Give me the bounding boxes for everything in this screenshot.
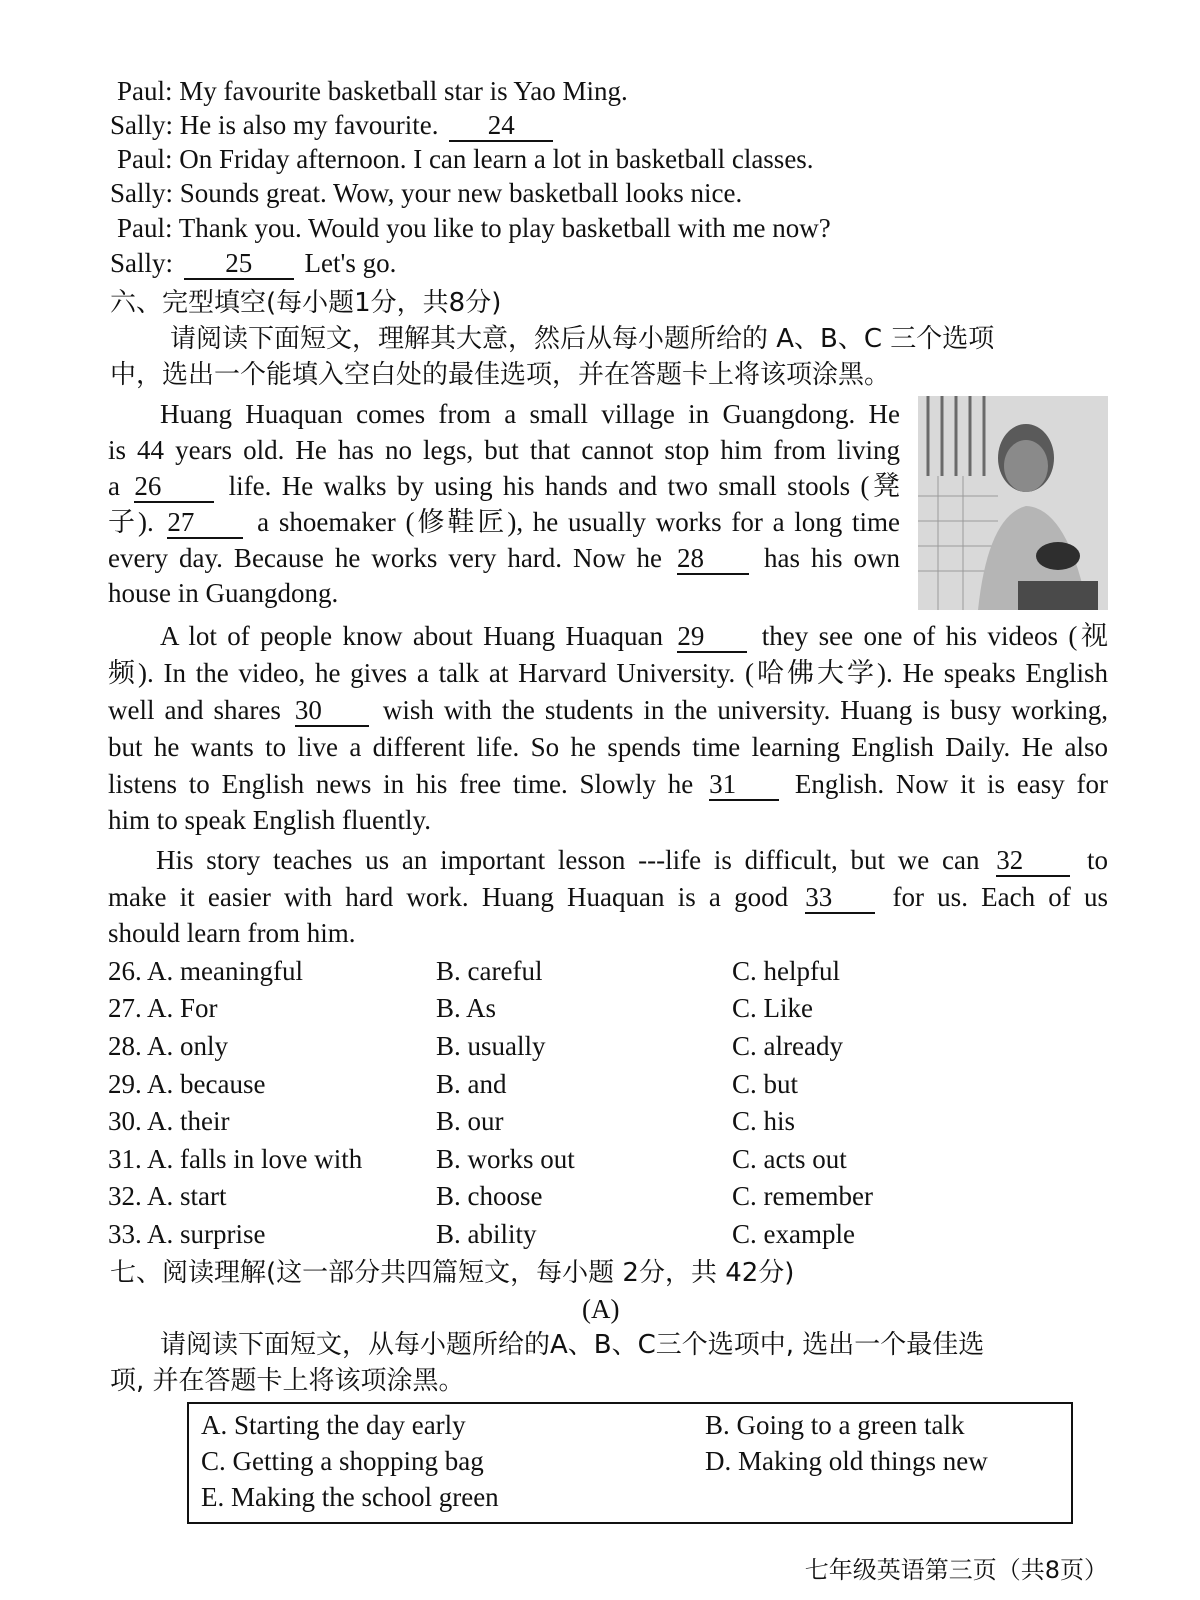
dialogue-text: Sounds great. Wow, your new basketball looks nice.: [179, 178, 743, 208]
option-28-b: B. usually: [436, 1031, 546, 1061]
option-32-a: 32. A. start: [108, 1181, 227, 1211]
passage-text: 频). In the video, he gives a talk at Harvard University. (哈佛大学). He speaks English: [108, 658, 1108, 688]
option-31-a: 31. A. falls in love with: [108, 1144, 363, 1174]
section-7-instruction-2: 项, 并在答题卡上将该项涂黑。: [110, 1366, 465, 1396]
option-26-c: C. helpful: [732, 956, 840, 986]
passage-p1-line-3: [108, 468, 900, 504]
answer-blank-30: 30: [295, 695, 369, 727]
speaker: Paul:: [117, 76, 173, 106]
choice-d: D. Making old things new: [705, 1446, 988, 1476]
dialogue-text: He is also my favourite.: [179, 110, 439, 140]
passage-text: listens to English news in his free time. Slowly he: [108, 769, 694, 799]
option-33-a: 33. A. surprise: [108, 1219, 266, 1249]
option-28-a: 28. A. only: [108, 1031, 229, 1061]
dialogue-line-2: [110, 108, 557, 142]
passage-p1-line-5: [108, 540, 900, 576]
passage-text: well and shares: [108, 695, 281, 725]
photo-huang-huaquan: [918, 396, 1108, 610]
passage-text: a shoemaker (修鞋匠), he usually works for a long time: [257, 507, 900, 537]
passage-p1-line-1: [160, 396, 900, 432]
passage-text: for us. Each of us: [892, 882, 1108, 912]
page-footer: 七年级英语第三页（共8页）: [804, 1556, 1108, 1584]
passage-p1-line-2: [108, 432, 900, 468]
dialogue-text: On Friday afternoon. I can learn a lot in basketball classes.: [179, 144, 814, 174]
passage-text: A lot of people know about Huang Huaquan: [160, 621, 663, 651]
option-27-c: C. Like: [732, 993, 813, 1023]
dialogue-line-1: [117, 74, 628, 108]
answer-blank-27: 27: [167, 507, 243, 539]
passage-text: a: [108, 471, 120, 501]
option-28-c: C. already: [732, 1031, 843, 1061]
option-32-b: B. choose: [436, 1181, 543, 1211]
choice-a: A. Starting the day early: [201, 1410, 466, 1440]
dialogue-text: Thank you. Would you like to play basketball with me now?: [178, 213, 831, 243]
portrait-image: [918, 396, 1108, 610]
passage-text: Huang Huaquan comes from a small village in Guangdong. He: [160, 399, 900, 429]
dialogue-line-3: [117, 142, 814, 176]
answer-blank-32: 32: [996, 845, 1070, 877]
answer-blank-26: 26: [134, 471, 214, 503]
section-7-heading: 七、阅读理解(这一部分共四篇短文，每小题 2分，共 42分): [110, 1258, 795, 1288]
passage-p2-line-4: [108, 729, 1108, 765]
passage-text: make it easier with hard work. Huang Huaquan is a good: [108, 882, 789, 912]
passage-text: His story teaches us an important lesson ---life is difficult, but we can: [156, 845, 980, 875]
answer-blank-28: 28: [677, 543, 749, 575]
choices-box: [187, 1402, 1073, 1524]
answer-blank-33: 33: [805, 882, 875, 914]
section-6-heading: 六、完型填空(每小题1分，共8分): [110, 288, 502, 318]
passage-text: is 44 years old. He has no legs, but that cannot stop him from living: [108, 435, 900, 465]
option-29-c: C. but: [732, 1069, 799, 1099]
section-7-instruction-1: 请阅读下面短文，从每小题所给的A、B、C三个选项中, 选出一个最佳选: [160, 1330, 985, 1360]
passage-p1-line-4: [108, 504, 900, 540]
passage-p2-line-2: [108, 655, 1108, 691]
passage-p3-line-1: [156, 842, 1108, 878]
speaker: Sally:: [110, 248, 174, 278]
choice-e: E. Making the school green: [201, 1482, 499, 1512]
speaker: Sally:: [110, 110, 174, 140]
choice-b: B. Going to a green talk: [705, 1410, 965, 1440]
option-27-a: 27. A. For: [108, 993, 218, 1023]
option-30-a: 30. A. their: [108, 1106, 230, 1136]
option-26-a: 26. A. meaningful: [108, 956, 303, 986]
option-31-b: B. works out: [436, 1144, 575, 1174]
passage-p2-line-6: him to speak English fluently.: [108, 805, 431, 835]
option-29-b: B. and: [436, 1069, 507, 1099]
passage-p2-line-1: [160, 618, 1108, 654]
passage-text: has his own: [764, 543, 901, 573]
option-29-a: 29. A. because: [108, 1069, 266, 1099]
speaker: Sally:: [110, 178, 174, 208]
option-30-c: C. his: [732, 1106, 796, 1136]
answer-blank-25: 25: [184, 248, 294, 280]
passage-p2-line-3: [108, 692, 1108, 728]
passage-text: every day. Because he works very hard. Now he: [108, 543, 663, 573]
passage-text: wish with the students in the university. Huang is busy working,: [382, 695, 1109, 725]
passage-text: but he wants to live a different life. So he spends time learning English Daily. He also: [108, 732, 1108, 762]
choice-c: C. Getting a shopping bag: [201, 1446, 484, 1476]
option-30-b: B. our: [436, 1106, 504, 1136]
option-27-b: B. As: [436, 993, 497, 1023]
passage-text: they see one of his videos (视: [761, 621, 1109, 651]
dialogue-line-6: [110, 246, 396, 280]
passage-p2-line-5: [108, 766, 1108, 802]
passage-text: to: [1087, 845, 1109, 875]
passage-text: 子).: [108, 507, 154, 537]
option-26-b: B. careful: [436, 956, 543, 986]
passage-text: life. He walks by using his hands and two small stools (凳: [228, 471, 901, 501]
dialogue-line-5: [117, 211, 831, 245]
dialogue-text: My favourite basketball star is Yao Ming.: [179, 76, 628, 106]
passage-p3-line-3: should learn from him.: [108, 918, 356, 948]
section-7-subheading: (A): [582, 1294, 620, 1324]
speaker: Paul:: [117, 213, 173, 243]
answer-blank-29: 29: [677, 621, 747, 653]
passage-p1-line-6: house in Guangdong.: [108, 578, 339, 608]
section-6-instruction-2: 中，选出一个能填入空白处的最佳选项，并在答题卡上将该项涂黑。: [110, 360, 891, 390]
option-31-c: C. acts out: [732, 1144, 847, 1174]
dialogue-text: Let's go.: [304, 248, 397, 278]
speaker: Paul:: [117, 144, 173, 174]
passage-text: English. Now it is easy for: [794, 769, 1109, 799]
section-6-instruction-1: 请阅读下面短文，理解其大意，然后从每小题所给的 A、B、C 三个选项: [170, 324, 995, 354]
answer-blank-31: 31: [709, 769, 779, 801]
answer-blank-24: 24: [449, 110, 553, 142]
dialogue-line-4: [110, 176, 742, 210]
option-33-b: B. ability: [436, 1219, 537, 1249]
option-32-c: C. remember: [732, 1181, 873, 1211]
passage-p3-line-2: [108, 879, 1108, 915]
option-33-c: C. example: [732, 1219, 855, 1249]
